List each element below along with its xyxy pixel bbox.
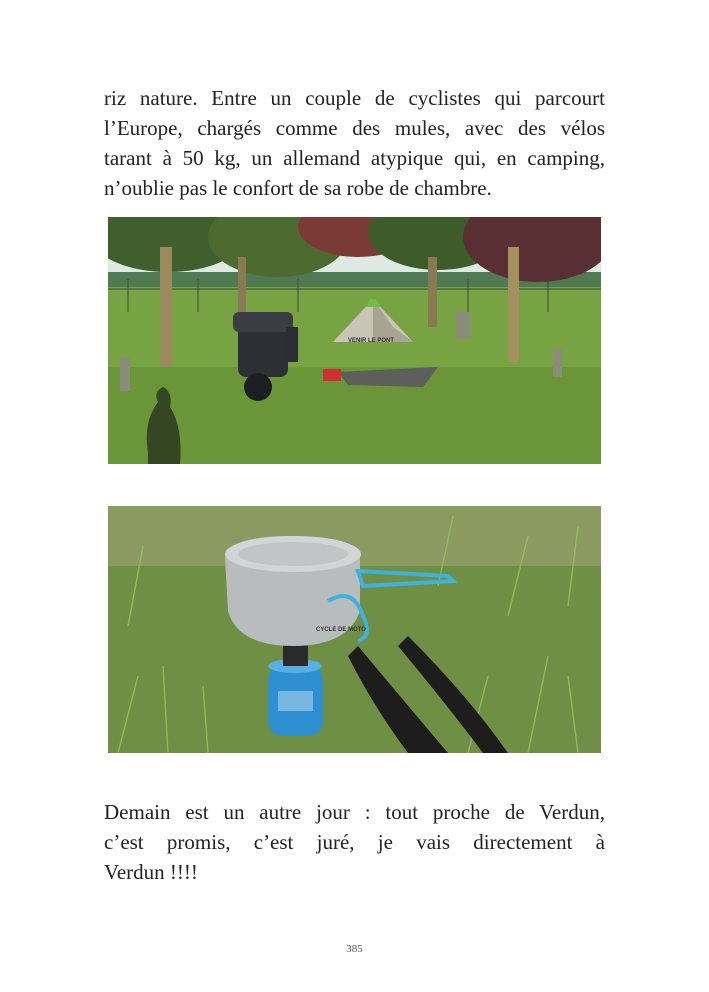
- text-line: n’oublie pas le confort de sa robe de chambre.: [104, 176, 492, 200]
- text-line: Demain est un autre jour : tout proche de Verdun,: [104, 800, 605, 824]
- text-line: c’est promis, c’est juré, je vais directement à: [104, 830, 605, 854]
- text-line: Verdun !!!!: [104, 860, 198, 884]
- text-line: tarant à 50 kg, un allemand atypique qui, en camping,: [104, 146, 605, 170]
- campsite-illustration: [108, 217, 601, 464]
- campsite-photo: [108, 217, 601, 464]
- paragraph-intro: [104, 83, 605, 203]
- photo-watermark: CYCLE DE MOTO: [316, 627, 366, 633]
- page-number: 385: [346, 943, 363, 955]
- photo-watermark: VENIR LE PONT: [348, 338, 395, 344]
- text-line: l’Europe, chargés comme des mules, avec des vélos: [104, 116, 605, 140]
- text-line: riz nature. Entre un couple de cyclistes qui parcourt: [104, 86, 605, 110]
- stove-illustration: [108, 506, 601, 753]
- stove-photo: [108, 506, 601, 753]
- paragraph-conclusion: [104, 797, 605, 887]
